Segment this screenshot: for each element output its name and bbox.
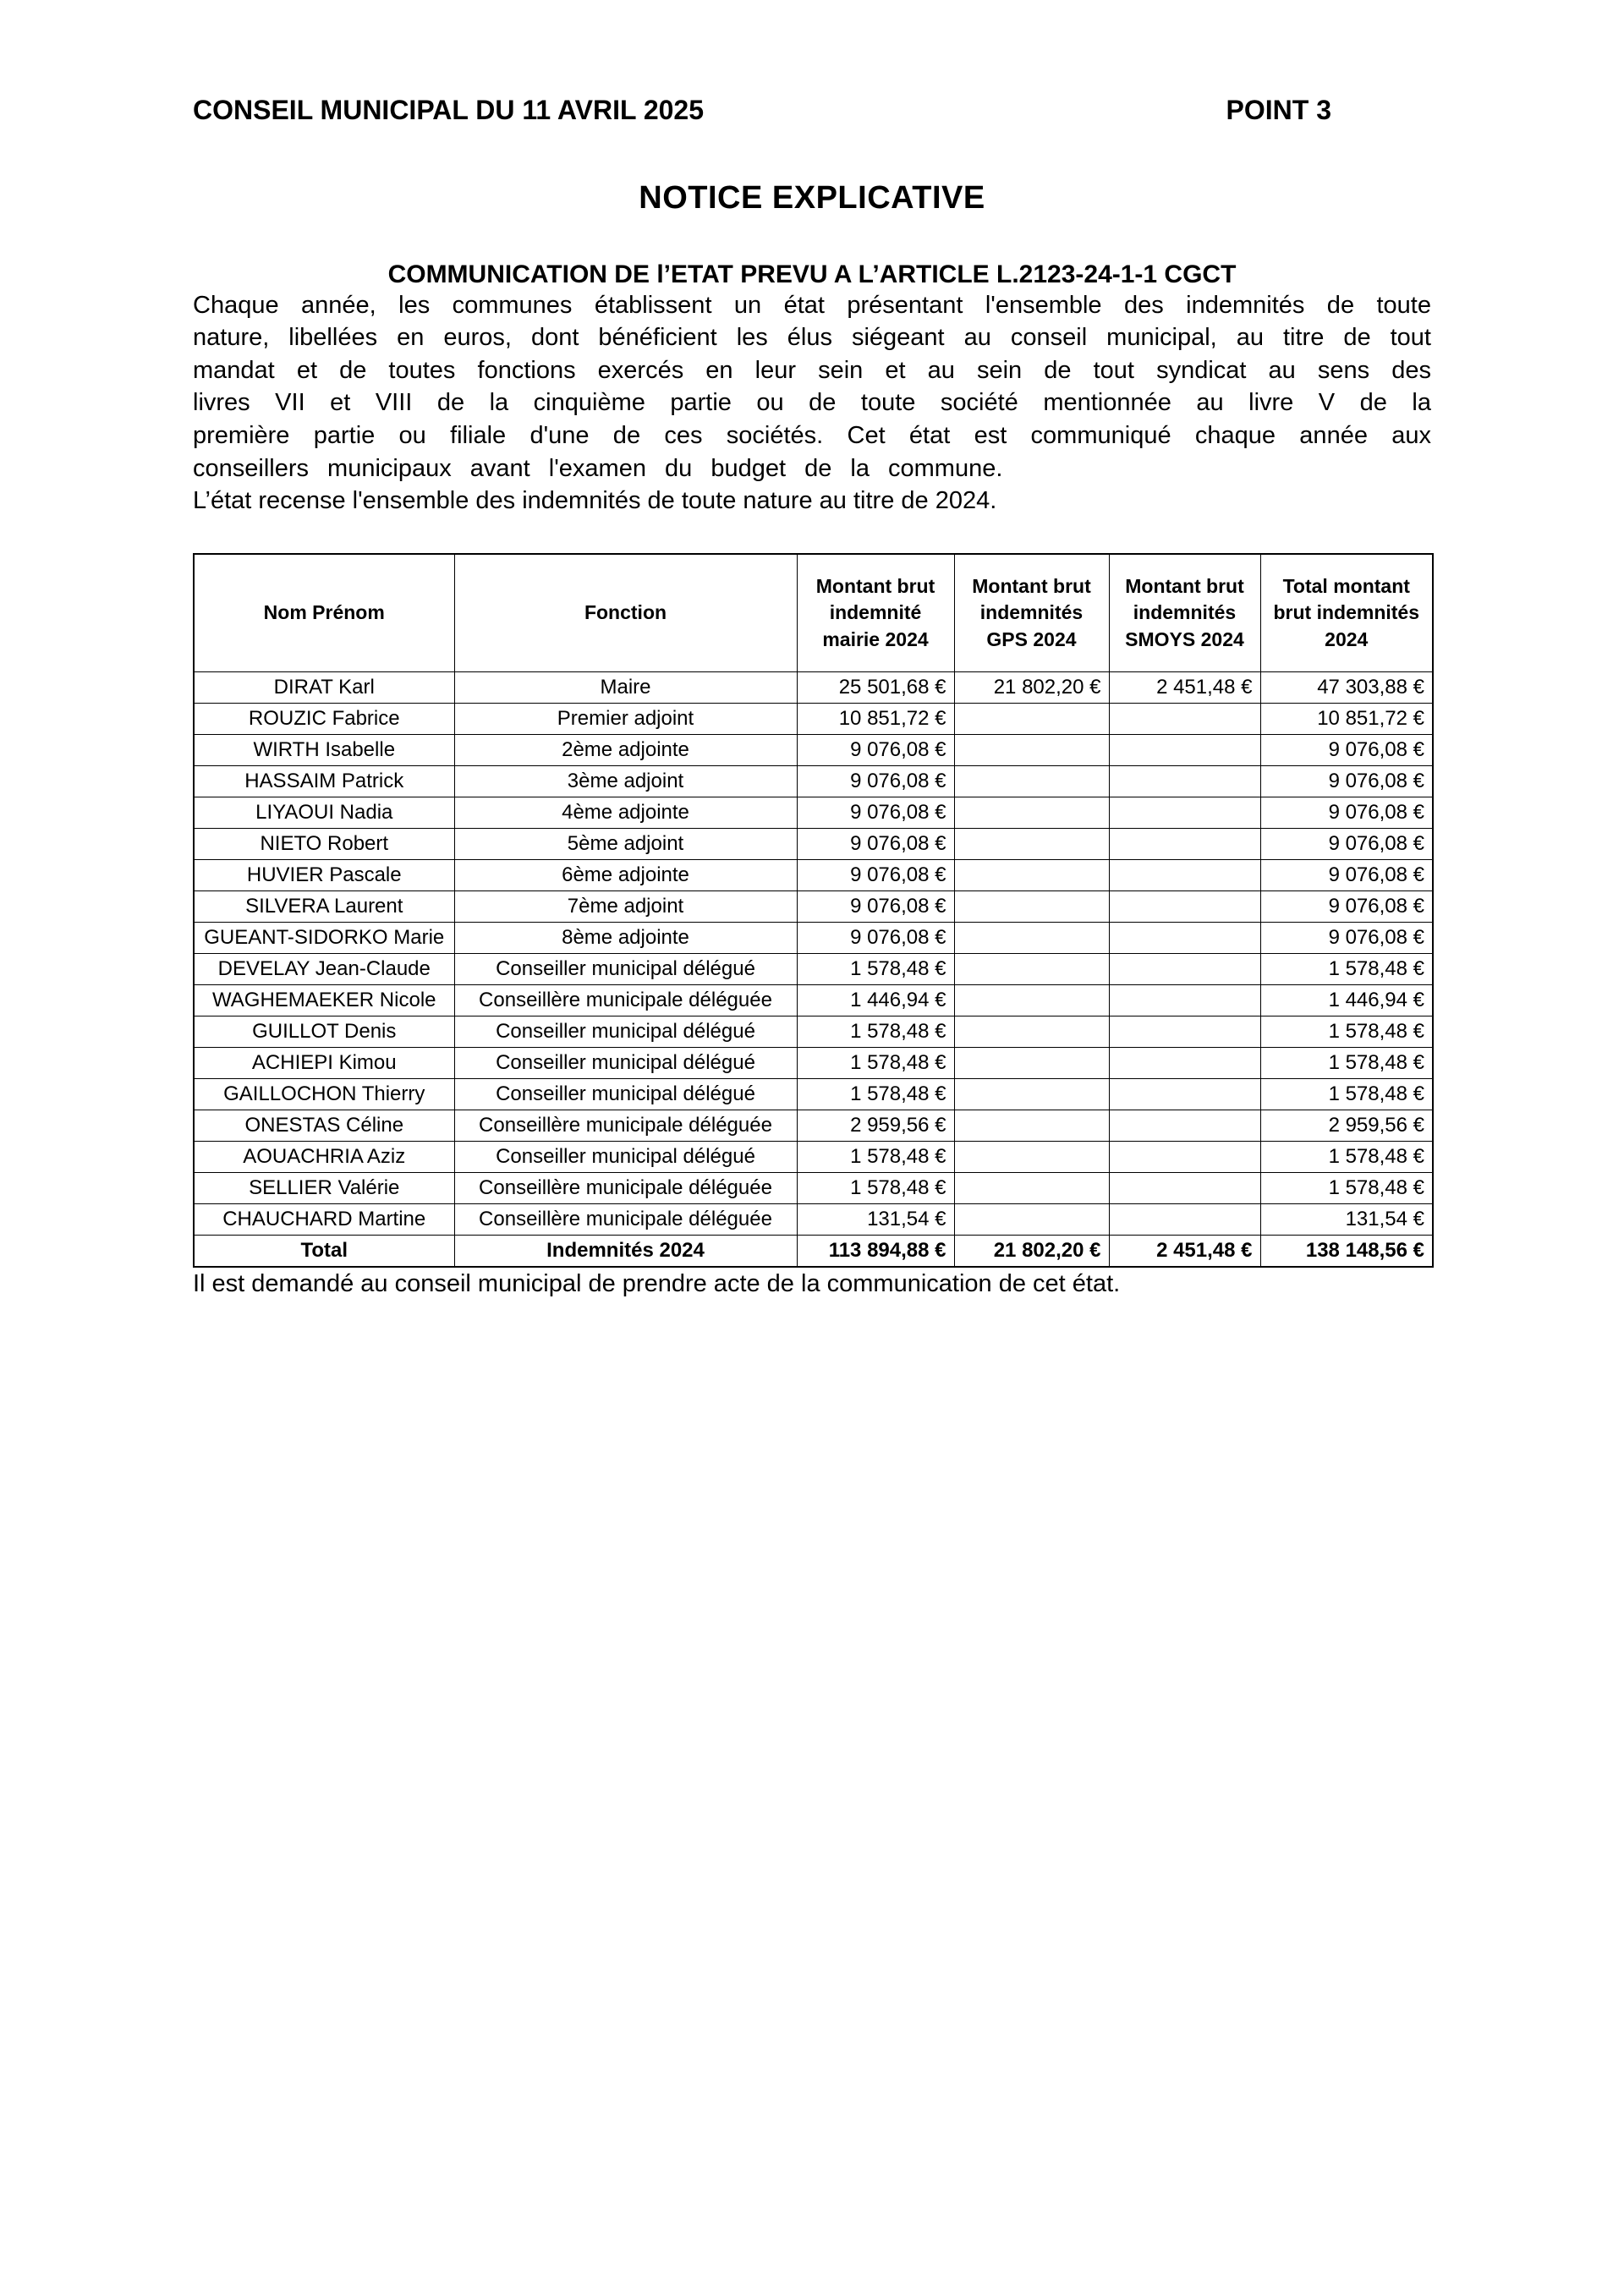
cell-name: CHAUCHARD Martine [194,1204,454,1236]
cell-amount: 10 851,72 € [1260,704,1433,735]
cell-amount [1109,954,1260,985]
cell-amount [954,1016,1109,1048]
cell-amount: 1 578,48 € [797,1048,954,1079]
cell-amount: 1 578,48 € [797,1173,954,1204]
column-header: Montant brut indemnités SMOYS 2024 [1109,554,1260,672]
cell-function: Conseillère municipale déléguée [454,1110,797,1142]
cell-name: SELLIER Valérie [194,1173,454,1204]
cell-amount [1109,985,1260,1016]
cell-amount [954,954,1109,985]
cell-amount [954,704,1109,735]
lead-in-paragraph: L’état recense l'ensemble des indemnités de toute nature au titre de 2024. [193,487,997,515]
column-header: Montant brut indemnités GPS 2024 [954,554,1109,672]
cell-amount: 9 076,08 € [1260,829,1433,860]
cell-amount [1109,1079,1260,1110]
intro-paragraph: Chaque année, les communes établissent un état présentant l'ensemble des indemnités de toute nature, libellées en euros, dont bénéficient les élus siégeant au conseil municipal, au titre de tout mandat et de toutes fonctions exercés en leur sein et au sein de tout syndicat au sens des livres VII et VIII de la cinquième partie ou de toute société mentionnée au livre V de la première partie ou filiale d'une de ces sociétés. Cet état est communiqué chaque année aux conseillers municipaux avant l'examen du budget de la commune. [193,291,1431,482]
cell-amount: 1 578,48 € [1260,1048,1433,1079]
cell-amount [1109,1142,1260,1173]
column-header: Montant brut indemnité mairie 2024 [797,554,954,672]
cell-name: HUVIER Pascale [194,860,454,891]
cell-function: Conseiller municipal délégué [454,1048,797,1079]
cell-function: 8ème adjointe [454,923,797,954]
cell-name: AOUACHRIA Aziz [194,1142,454,1173]
cell-amount: 1 578,48 € [1260,1142,1433,1173]
cell-amount [954,1173,1109,1204]
cell-function: Conseillère municipale déléguée [454,1204,797,1236]
cell-amount: 1 578,48 € [1260,1173,1433,1204]
cell-amount: 9 076,08 € [1260,735,1433,766]
cell-amount [954,860,1109,891]
cell-amount [954,1204,1109,1236]
table-row [194,985,1433,1016]
cell-amount [954,766,1109,797]
table-body [194,672,1433,1267]
cell-amount: 10 851,72 € [797,704,954,735]
cell-function: 2ème adjointe [454,735,797,766]
cell-amount [1109,1173,1260,1204]
cell-amount: 2 451,48 € [1109,672,1260,704]
document-header [193,95,1431,126]
cell-function: 4ème adjointe [454,797,797,829]
table-row [194,1173,1433,1204]
cell-amount: 113 894,88 € [797,1236,954,1267]
cell-amount: 2 451,48 € [1109,1236,1260,1267]
cell-name: HASSAIM Patrick [194,766,454,797]
table-row [194,1204,1433,1236]
indemnity-table [193,553,1434,1268]
cell-function: Conseillère municipale déléguée [454,985,797,1016]
cell-function: Indemnités 2024 [454,1236,797,1267]
cell-amount [1109,1204,1260,1236]
cell-amount: 9 076,08 € [1260,860,1433,891]
cell-amount: 47 303,88 € [1260,672,1433,704]
cell-name: DIRAT Karl [194,672,454,704]
table-row [194,1142,1433,1173]
cell-amount: 131,54 € [1260,1204,1433,1236]
cell-amount: 9 076,08 € [797,923,954,954]
cell-amount [954,891,1109,923]
cell-amount: 9 076,08 € [797,891,954,923]
cell-function: 6ème adjointe [454,860,797,891]
cell-amount [954,1048,1109,1079]
cell-function: Conseiller municipal délégué [454,1142,797,1173]
cell-amount: 2 959,56 € [1260,1110,1433,1142]
header-point-number: POINT 3 [1226,95,1331,125]
header-meeting-title: CONSEIL MUNICIPAL DU 11 AVRIL 2025 [193,95,705,125]
cell-function: Conseiller municipal délégué [454,1079,797,1110]
table-row [194,704,1433,735]
cell-name: ROUZIC Fabrice [194,704,454,735]
cell-amount: 1 446,94 € [797,985,954,1016]
table-row [194,954,1433,985]
cell-amount: 1 578,48 € [1260,1016,1433,1048]
cell-amount [954,1142,1109,1173]
cell-amount: 138 148,56 € [1260,1236,1433,1267]
cell-function: 7ème adjoint [454,891,797,923]
table-row [194,797,1433,829]
cell-amount [954,797,1109,829]
cell-amount [1109,1048,1260,1079]
cell-amount: 9 076,08 € [1260,891,1433,923]
cell-name: NIETO Robert [194,829,454,860]
cell-amount [954,985,1109,1016]
cell-amount [1109,704,1260,735]
table-row [194,860,1433,891]
table-row [194,735,1433,766]
cell-function: 3ème adjoint [454,766,797,797]
table-header [194,554,1433,672]
cell-amount: 9 076,08 € [797,797,954,829]
cell-amount: 2 959,56 € [797,1110,954,1142]
closing-paragraph: Il est demandé au conseil municipal de prendre acte de la communication de cet état. [193,1269,1121,1297]
cell-amount [1109,1016,1260,1048]
table-row [194,1016,1433,1048]
cell-function: Conseiller municipal délégué [454,954,797,985]
cell-name: GAILLOCHON Thierry [194,1079,454,1110]
cell-amount: 1 578,48 € [797,1016,954,1048]
cell-amount: 9 076,08 € [1260,797,1433,829]
table-row [194,1110,1433,1142]
cell-amount: 1 578,48 € [1260,1079,1433,1110]
cell-amount [1109,860,1260,891]
cell-amount: 1 446,94 € [1260,985,1433,1016]
table-row [194,829,1433,860]
cell-name: SILVERA Laurent [194,891,454,923]
cell-name: ACHIEPI Kimou [194,1048,454,1079]
cell-name: GUILLOT Denis [194,1016,454,1048]
table-row [194,1079,1433,1110]
cell-amount: 9 076,08 € [1260,923,1433,954]
cell-amount [954,1079,1109,1110]
column-header: Total montant brut indemnités 2024 [1260,554,1433,672]
cell-amount: 1 578,48 € [797,1142,954,1173]
cell-function: Conseillère municipale déléguée [454,1173,797,1204]
cell-amount [1109,923,1260,954]
cell-amount [1109,891,1260,923]
column-header: Fonction [454,554,797,672]
cell-amount: 9 076,08 € [1260,766,1433,797]
cell-name: ONESTAS Céline [194,1110,454,1142]
table-row [194,923,1433,954]
cell-amount [1109,735,1260,766]
cell-amount [1109,1110,1260,1142]
column-header: Nom Prénom [194,554,454,672]
cell-name: WAGHEMAEKER Nicole [194,985,454,1016]
cell-amount [954,1110,1109,1142]
cell-amount [1109,797,1260,829]
cell-name: WIRTH Isabelle [194,735,454,766]
cell-amount: 1 578,48 € [797,1079,954,1110]
table-row [194,766,1433,797]
cell-amount: 9 076,08 € [797,860,954,891]
cell-function: Conseiller municipal délégué [454,1016,797,1048]
cell-amount: 9 076,08 € [797,735,954,766]
table-total-row [194,1236,1433,1267]
cell-function: 5ème adjoint [454,829,797,860]
cell-name: LIYAOUI Nadia [194,797,454,829]
table-row [194,1048,1433,1079]
cell-name: DEVELAY Jean-Claude [194,954,454,985]
table-header-row [194,554,1433,672]
subtitle: COMMUNICATION DE l’ETAT PREVU A L’ARTICLE L.2123-24-1-1 CGCT [387,260,1237,288]
cell-function: Premier adjoint [454,704,797,735]
cell-amount: 9 076,08 € [797,766,954,797]
cell-amount: 9 076,08 € [797,829,954,860]
cell-amount: 25 501,68 € [797,672,954,704]
table-row [194,891,1433,923]
cell-amount [954,829,1109,860]
cell-amount [954,735,1109,766]
cell-name: Total [194,1236,454,1267]
cell-amount: 1 578,48 € [797,954,954,985]
cell-amount: 1 578,48 € [1260,954,1433,985]
cell-amount [954,923,1109,954]
cell-amount [1109,829,1260,860]
cell-amount: 21 802,20 € [954,1236,1109,1267]
cell-amount: 21 802,20 € [954,672,1109,704]
cell-amount [1109,766,1260,797]
table-row [194,672,1433,704]
page-title: NOTICE EXPLICATIVE [639,179,985,216]
cell-name: GUEANT-SIDORKO Marie [194,923,454,954]
cell-amount: 131,54 € [797,1204,954,1236]
cell-function: Maire [454,672,797,704]
